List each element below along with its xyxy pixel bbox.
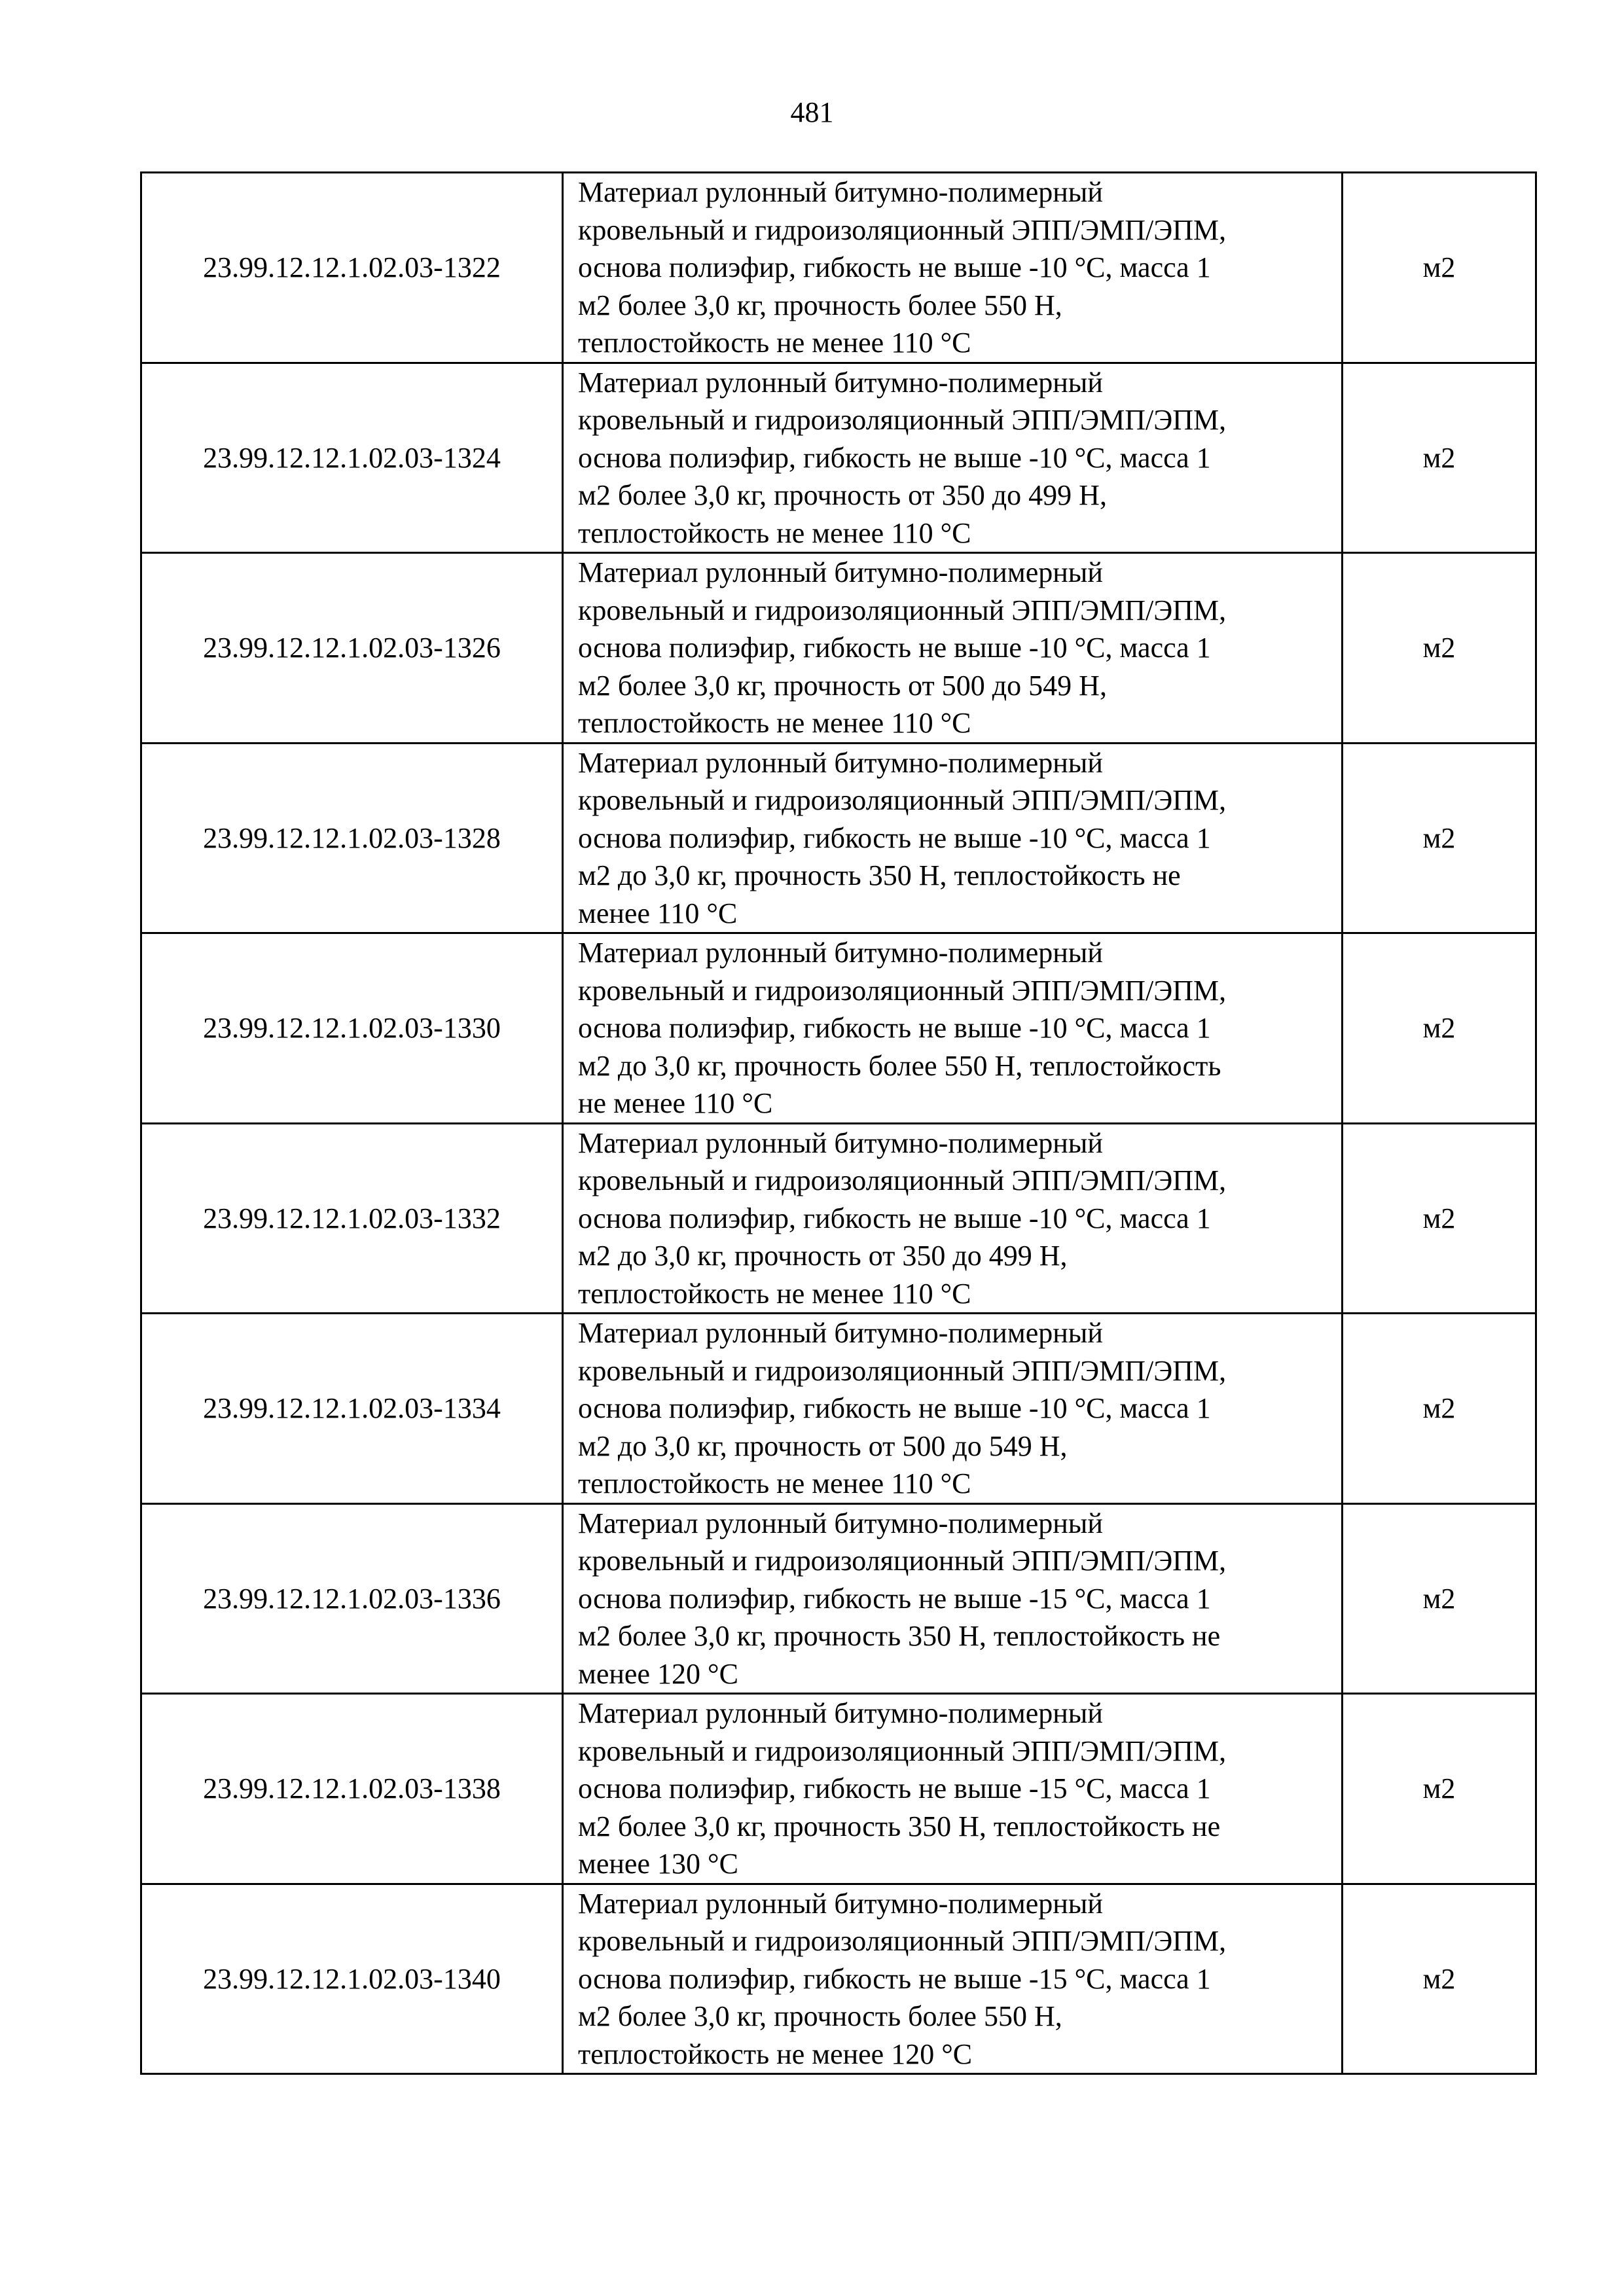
description-line: менее 120 °С (578, 1657, 738, 1690)
description-line: основа полиэфир, гибкость не выше -15 °С, масса 1 (578, 1772, 1211, 1804)
unit-cell: м2 (1343, 1884, 1536, 2074)
unit-cell: м2 (1343, 173, 1536, 363)
table-row (141, 1884, 1536, 2074)
description-line: кровельный и гидроизоляционный ЭПП/ЭМП/ЭПМ, (578, 974, 1227, 1007)
table-row (141, 553, 1536, 744)
description-line: основа полиэфир, гибкость не выше -10 °С, масса 1 (578, 441, 1211, 474)
description-line: теплостойкость не менее 110 °С (578, 1277, 971, 1310)
description-line: м2 до 3,0 кг, прочность от 500 до 549 Н, (578, 1429, 1068, 1462)
description-line: основа полиэфир, гибкость не выше -10 °С, масса 1 (578, 1012, 1211, 1044)
description-line: основа полиэфир, гибкость не выше -15 °С, масса 1 (578, 1582, 1211, 1615)
description-line: м2 до 3,0 кг, прочность 350 Н, теплостойкость не (578, 859, 1181, 891)
description-line: основа полиэфир, гибкость не выше -10 °С, масса 1 (578, 1392, 1211, 1424)
description-line: Материал рулонный битумно-полимерный (578, 1507, 1103, 1539)
description-cell (563, 1314, 1343, 1504)
table-row (141, 1314, 1536, 1504)
description-line: менее 130 °С (578, 1848, 738, 1880)
code-cell: 23.99.12.12.1.02.03-1326 (141, 553, 563, 744)
description-line: менее 110 °С (578, 897, 738, 929)
description-line: Материал рулонный битумно-полимерный (578, 937, 1103, 969)
description-line: кровельный и гидроизоляционный ЭПП/ЭМП/ЭПМ, (578, 1734, 1227, 1767)
code-cell: 23.99.12.12.1.02.03-1340 (141, 1884, 563, 2074)
description-line: основа полиэфир, гибкость не выше -10 °С, масса 1 (578, 821, 1211, 854)
description-line: основа полиэфир, гибкость не выше -10 °С, масса 1 (578, 632, 1211, 664)
description-line: основа полиэфир, гибкость не выше -10 °С, масса 1 (578, 1202, 1211, 1234)
description-line: Материал рулонный битумно-полимерный (578, 746, 1103, 779)
description-line: Материал рулонный битумно-полимерный (578, 556, 1103, 588)
description-line: основа полиэфир, гибкость не выше -10 °С, масса 1 (578, 251, 1211, 283)
unit-cell: м2 (1343, 1314, 1536, 1504)
table-row (141, 933, 1536, 1124)
description-cell (563, 173, 1343, 363)
description-line: Материал рулонный битумно-полимерный (578, 1887, 1103, 1920)
description-line: м2 более 3,0 кг, прочность 350 Н, теплостойкость не (578, 1810, 1221, 1842)
description-line: м2 более 3,0 кг, прочность более 550 Н, (578, 289, 1062, 321)
unit-cell: м2 (1343, 933, 1536, 1124)
description-cell (563, 743, 1343, 933)
description-line: не менее 110 °С (578, 1087, 773, 1119)
table-row (141, 1123, 1536, 1314)
description-line: м2 более 3,0 кг, прочность от 500 до 549 Н, (578, 669, 1107, 702)
description-line: м2 более 3,0 кг, прочность более 550 Н, (578, 2000, 1062, 2032)
description-line: м2 до 3,0 кг, прочность более 550 Н, теплостойкость (578, 1049, 1221, 1082)
code-cell: 23.99.12.12.1.02.03-1324 (141, 363, 563, 553)
unit-cell: м2 (1343, 363, 1536, 553)
code-cell: 23.99.12.12.1.02.03-1334 (141, 1314, 563, 1504)
description-line: кровельный и гидроизоляционный ЭПП/ЭМП/ЭПМ, (578, 1925, 1227, 1957)
description-line: м2 до 3,0 кг, прочность от 350 до 499 Н, (578, 1240, 1068, 1272)
description-line: кровельный и гидроизоляционный ЭПП/ЭМП/ЭПМ, (578, 594, 1227, 626)
description-line: теплостойкость не менее 110 °С (578, 707, 971, 739)
code-cell: 23.99.12.12.1.02.03-1330 (141, 933, 563, 1124)
description-line: м2 более 3,0 кг, прочность от 350 до 499 Н, (578, 479, 1107, 511)
description-line: кровельный и гидроизоляционный ЭПП/ЭМП/ЭПМ, (578, 784, 1227, 816)
description-line: Материал рулонный битумно-полимерный (578, 366, 1103, 399)
code-cell: 23.99.12.12.1.02.03-1328 (141, 743, 563, 933)
description-line: Материал рулонный битумно-полимерный (578, 1697, 1103, 1729)
description-line: кровельный и гидроизоляционный ЭПП/ЭМП/ЭПМ, (578, 404, 1227, 436)
description-line: Материал рулонный битумно-полимерный (578, 176, 1103, 208)
code-cell: 23.99.12.12.1.02.03-1338 (141, 1694, 563, 1884)
table-row (141, 363, 1536, 553)
description-cell (563, 1884, 1343, 2074)
code-cell: 23.99.12.12.1.02.03-1336 (141, 1503, 563, 1694)
unit-cell: м2 (1343, 1503, 1536, 1694)
unit-cell: м2 (1343, 1123, 1536, 1314)
unit-cell: м2 (1343, 553, 1536, 744)
description-cell (563, 363, 1343, 553)
table-body (141, 173, 1536, 2074)
description-line: кровельный и гидроизоляционный ЭПП/ЭМП/ЭПМ, (578, 1164, 1227, 1196)
description-line: основа полиэфир, гибкость не выше -15 °С, масса 1 (578, 1962, 1211, 1995)
description-cell (563, 1123, 1343, 1314)
description-cell (563, 553, 1343, 744)
description-cell (563, 933, 1343, 1124)
description-line: теплостойкость не менее 110 °С (578, 327, 971, 359)
code-cell: 23.99.12.12.1.02.03-1322 (141, 173, 563, 363)
description-line: Материал рулонный битумно-полимерный (578, 1126, 1103, 1159)
table-row (141, 1503, 1536, 1694)
table-row (141, 743, 1536, 933)
code-cell: 23.99.12.12.1.02.03-1332 (141, 1123, 563, 1314)
table-row (141, 1694, 1536, 1884)
unit-cell: м2 (1343, 743, 1536, 933)
description-line: кровельный и гидроизоляционный ЭПП/ЭМП/ЭПМ, (578, 1354, 1227, 1387)
page-number: 481 (790, 96, 834, 128)
description-cell (563, 1503, 1343, 1694)
description-cell (563, 1694, 1343, 1884)
materials-table (140, 171, 1537, 2075)
description-line: теплостойкость не менее 110 °С (578, 516, 971, 549)
description-line: кровельный и гидроизоляционный ЭПП/ЭМП/ЭПМ, (578, 1545, 1227, 1577)
description-line: теплостойкость не менее 120 °С (578, 2037, 973, 2070)
description-line: Материал рулонный битумно-полимерный (578, 1317, 1103, 1349)
description-line: м2 более 3,0 кг, прочность 350 Н, теплостойкость не (578, 1620, 1221, 1652)
table-row (141, 173, 1536, 363)
unit-cell: м2 (1343, 1694, 1536, 1884)
description-line: кровельный и гидроизоляционный ЭПП/ЭМП/ЭПМ, (578, 213, 1227, 246)
description-line: теплостойкость не менее 110 °С (578, 1467, 971, 1499)
